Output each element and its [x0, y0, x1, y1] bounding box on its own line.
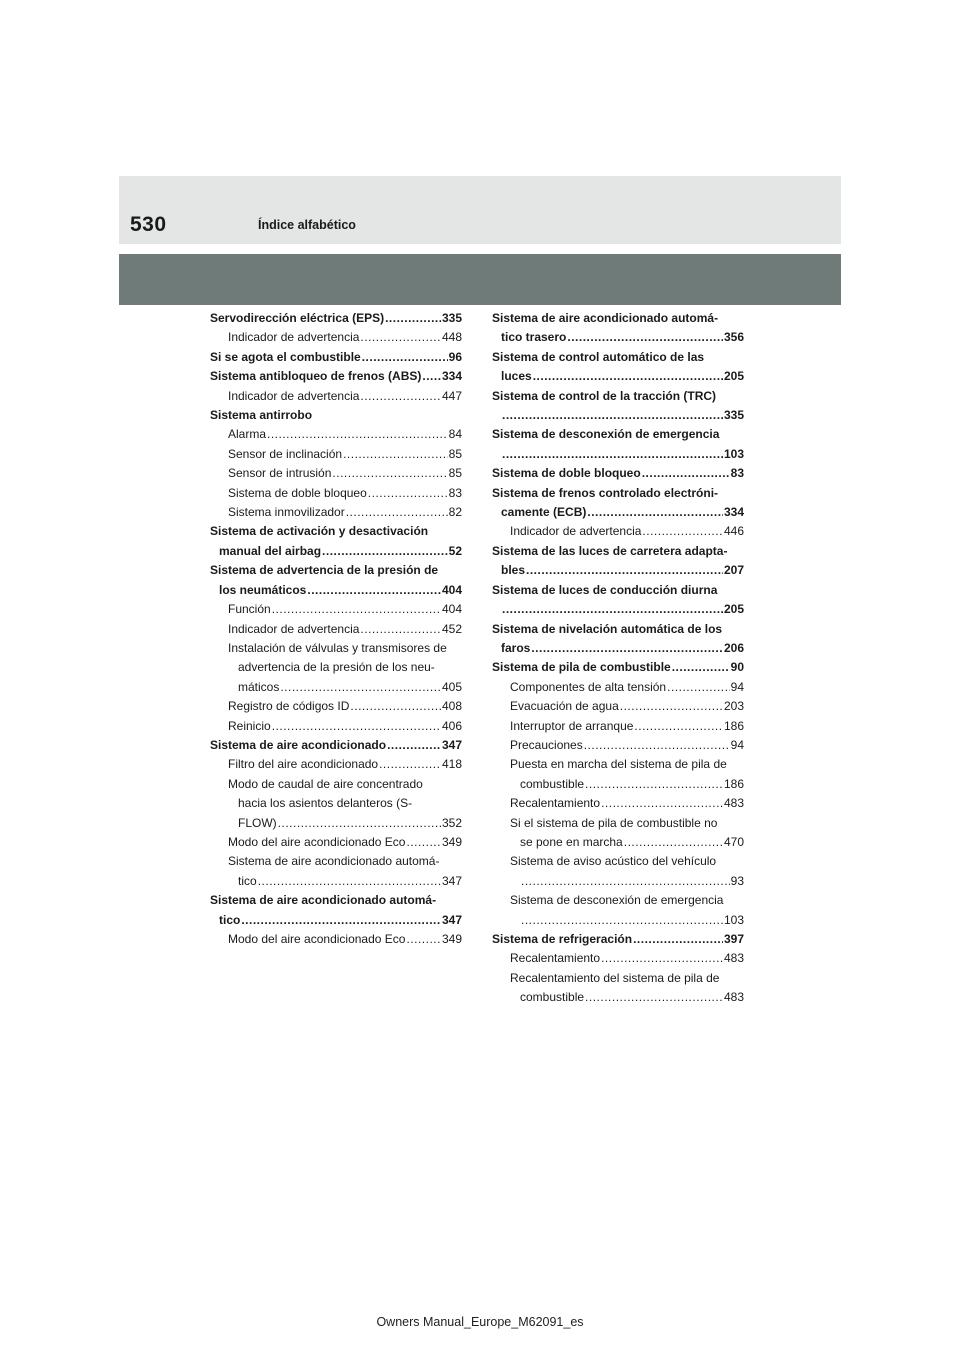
page-reference: 483: [723, 796, 744, 811]
index-entry: [210, 367, 462, 386]
dot-leader: [360, 620, 441, 639]
index-entry: [492, 911, 744, 930]
entry-text: Recalentamiento: [510, 796, 601, 811]
index-entry-line: hacia los asientos delanteros (S-: [238, 796, 413, 811]
dot-leader: [624, 833, 723, 852]
page-number: 530: [130, 213, 167, 236]
index-entry: [210, 309, 462, 328]
page-reference: 82: [448, 505, 462, 520]
dot-leader: [521, 872, 730, 891]
index-entry: [492, 464, 744, 483]
index-entry: [492, 794, 744, 813]
dot-leader: [584, 736, 730, 755]
dot-leader: [387, 736, 441, 755]
index-entry-line: Sistema de aire acondicionado automá-: [492, 311, 719, 325]
dot-leader: [567, 328, 723, 347]
dot-leader: [272, 717, 441, 736]
dot-leader: [634, 717, 723, 736]
dot-leader: [667, 678, 730, 697]
dot-leader: [379, 755, 441, 774]
dot-leader: [601, 949, 723, 968]
index-entry: [210, 581, 462, 600]
dot-leader: [642, 464, 730, 483]
page-reference: 96: [448, 349, 462, 364]
entry-text: Indicador de advertencia: [228, 388, 360, 403]
index-entry-line: Sistema de aviso acústico del vehículo: [510, 854, 717, 869]
page-reference: 446: [723, 524, 744, 539]
entry-text: Reinicio: [228, 718, 271, 733]
page-reference: 83: [448, 485, 462, 500]
index-entry: [210, 484, 462, 503]
dot-leader: [332, 464, 447, 483]
entry-text: Filtro del aire acondicionado: [228, 757, 379, 772]
entry-text: Sistema de aire acondicionado: [210, 737, 387, 752]
index-entry: [210, 425, 462, 444]
footer-text: Owners Manual_Europe_M62091_es: [376, 1315, 584, 1329]
index-entry: [210, 814, 462, 833]
entry-text: Evacuación de agua: [510, 699, 619, 714]
page-reference: 349: [441, 932, 462, 946]
index-entry: [210, 328, 462, 347]
index-entry-line: Puesta en marcha del sistema de pila de: [510, 757, 727, 772]
page-reference: 94: [730, 737, 744, 752]
page-reference: 205: [723, 369, 744, 384]
page-reference: 356: [723, 330, 744, 345]
header-bar: [119, 254, 841, 305]
dot-leader: [642, 522, 723, 541]
dot-leader: [502, 445, 723, 464]
page-reference: 452: [441, 621, 462, 636]
entry-text: se pone en marcha: [520, 834, 623, 849]
index-entry: [210, 678, 462, 697]
dot-leader: [278, 814, 441, 833]
index-entry: [492, 949, 744, 968]
index-entry: [210, 387, 462, 406]
index-entry: [210, 620, 462, 639]
page-reference: 483: [723, 951, 744, 966]
page-reference: 470: [723, 834, 744, 849]
index-entry: [492, 736, 744, 755]
page-reference: 406: [441, 718, 462, 733]
dot-leader: [267, 425, 448, 444]
entry-text: Indicador de advertencia: [228, 621, 360, 636]
index-entry-line: Sistema de las luces de carretera adapta-: [492, 543, 728, 558]
dot-leader: [620, 697, 723, 716]
index-entry: [210, 872, 462, 891]
page-reference: 206: [723, 640, 744, 655]
dot-leader: [587, 503, 723, 522]
entry-text: Sistema de refrigeración: [492, 932, 633, 946]
index-column-right: [492, 309, 744, 1008]
page-reference: 103: [723, 912, 744, 927]
page-reference: 203: [723, 699, 744, 714]
entry-text: tico trasero: [501, 330, 567, 345]
entry-text: los neumáticos: [219, 582, 307, 597]
entry-text: Si se agota el combustible: [210, 349, 361, 364]
section-title: Índice alfabético: [258, 218, 356, 232]
entry-text: manual del airbag: [219, 543, 322, 558]
index-entry-line: Recalentamiento del sistema de pila de: [510, 970, 720, 985]
page-reference: 335: [441, 311, 462, 325]
index-entry: [210, 464, 462, 483]
entry-text: Modo del aire acondicionado Eco: [228, 834, 406, 849]
dot-leader: [422, 367, 441, 386]
index-entry: [492, 697, 744, 716]
entry-text: Registro de códigos ID: [228, 699, 350, 714]
index-entry: [210, 697, 462, 716]
index-entry: [210, 348, 462, 367]
index-entry: [210, 600, 462, 619]
entry-text: Sistema de doble bloqueo: [228, 485, 367, 500]
page-reference: 207: [723, 563, 744, 578]
index-entry-line: Sistema de luces de conducción diurna: [492, 582, 718, 597]
index-entry: [492, 658, 744, 677]
dot-leader: [406, 833, 441, 852]
entry-text: Sistema inmovilizador: [228, 505, 345, 520]
dot-leader: [360, 328, 441, 347]
dot-leader: [241, 911, 441, 930]
index-entry-line: Sistema de frenos controlado electróni-: [492, 485, 719, 500]
dot-leader: [526, 561, 723, 580]
index-entry-line: Sistema de activación y desactivación: [210, 524, 429, 539]
index-entry: [210, 717, 462, 736]
page-reference: 483: [723, 990, 744, 1005]
entry-text: Recalentamiento: [510, 951, 601, 966]
index-entry: [492, 600, 744, 619]
page-reference: 93: [730, 873, 744, 888]
page-header: [119, 176, 841, 244]
index-entry-line: Sistema de aire acondicionado automá-: [228, 854, 440, 869]
dot-leader: [350, 697, 441, 716]
page-reference: 186: [723, 718, 744, 733]
index-entry-line: Sistema de control de la tracción (TRC): [492, 388, 717, 403]
index-entry-line: advertencia de la presión de los neu-: [238, 660, 435, 675]
dot-leader: [360, 387, 441, 406]
index-entry: [492, 678, 744, 697]
dot-leader: [307, 581, 441, 600]
page-reference: 418: [441, 757, 462, 772]
dot-leader: [531, 639, 723, 658]
entry-text: Sistema de doble bloqueo: [492, 466, 641, 481]
index-entry: [210, 445, 462, 464]
index-entry: [210, 833, 462, 852]
dot-leader: [346, 503, 448, 522]
index-entry: [492, 930, 744, 949]
entry-text: Servodirección eléctrica (EPS): [210, 311, 385, 325]
dot-leader: [672, 658, 730, 677]
dot-leader: [406, 930, 441, 949]
page-reference: 405: [441, 679, 462, 694]
index-entry: [492, 775, 744, 794]
dot-leader: [585, 988, 723, 1007]
dot-leader: [585, 775, 723, 794]
page-reference: 84: [448, 427, 462, 442]
dot-leader: [258, 872, 441, 891]
dot-leader: [368, 484, 448, 503]
index-entry: [492, 717, 744, 736]
page-reference: 347: [441, 873, 462, 888]
entry-text: Componentes de alta tensión: [510, 679, 667, 694]
page-reference: 349: [441, 834, 462, 849]
dot-leader: [385, 309, 441, 328]
entry-text: Sensor de intrusión: [228, 466, 332, 481]
index-entry: [492, 367, 744, 386]
index-entry: [492, 988, 744, 1007]
page-reference: 347: [441, 912, 462, 927]
entry-text: combustible: [520, 776, 585, 791]
page-reference: 404: [441, 582, 462, 597]
index-entry-line: Instalación de válvulas y transmisores de: [228, 640, 447, 655]
index-entry-line: Sistema antirrobo: [210, 408, 313, 423]
page-reference: 205: [723, 602, 744, 617]
index-entry-line: Sistema de desconexión de emergencia: [510, 893, 724, 908]
index-entry: [492, 639, 744, 658]
dot-leader: [502, 600, 723, 619]
dot-leader: [521, 911, 723, 930]
entry-text: bles: [501, 563, 526, 578]
entry-text: Sistema antibloqueo de frenos (ABS): [210, 369, 422, 384]
page-reference: 352: [441, 815, 462, 830]
dot-leader: [362, 348, 448, 367]
index-entry-line: Sistema de aire acondicionado automá-: [210, 893, 437, 908]
entry-text: Sensor de inclinación: [228, 446, 343, 461]
index-column-left: [210, 309, 462, 949]
index-entry: [210, 736, 462, 755]
index-entry: [492, 522, 744, 541]
page-reference: 334: [441, 369, 462, 384]
dot-leader: [280, 678, 441, 697]
entry-text: Indicador de advertencia: [510, 524, 642, 539]
index-entry: [492, 872, 744, 891]
index-entry: [492, 833, 744, 852]
index-entry: [210, 542, 462, 561]
index-entry-line: Sistema de advertencia de la presión de: [210, 563, 439, 578]
index-entry: [210, 755, 462, 774]
dot-leader: [533, 367, 723, 386]
page-reference: 404: [441, 602, 462, 617]
page-reference: 90: [730, 660, 744, 675]
page-reference: 186: [723, 776, 744, 791]
page-reference: 334: [723, 505, 744, 520]
page-reference: 448: [441, 330, 462, 345]
page-reference: 335: [723, 408, 744, 423]
entry-text: Precauciones: [510, 737, 583, 752]
entry-text: camente (ECB): [501, 505, 587, 520]
dot-leader: [272, 600, 441, 619]
entry-text: tico: [238, 873, 257, 888]
index-entry-line: Sistema de desconexión de emergencia: [492, 427, 720, 442]
entry-text: Función: [228, 602, 271, 617]
dot-leader: [633, 930, 723, 949]
index-entry: [492, 445, 744, 464]
index-entry: [210, 503, 462, 522]
page-reference: 103: [723, 446, 744, 461]
dot-leader: [343, 445, 448, 464]
entry-text: máticos: [238, 679, 280, 694]
entry-text: faros: [501, 640, 531, 655]
index-entry: [492, 561, 744, 580]
page-reference: 347: [441, 737, 462, 752]
index-entry: [210, 911, 462, 930]
page-reference: 447: [441, 388, 462, 403]
dot-leader: [502, 406, 723, 425]
entry-text: Indicador de advertencia: [228, 330, 360, 345]
page-reference: 85: [448, 446, 462, 461]
index-entry-line: Sistema de nivelación automática de los: [492, 621, 723, 636]
entry-text: Sistema de pila de combustible: [492, 660, 671, 675]
page-reference: 52: [448, 543, 462, 558]
index-entry: [492, 503, 744, 522]
page-reference: 85: [448, 466, 462, 481]
entry-text: Alarma: [228, 427, 267, 442]
entry-text: combustible: [520, 990, 585, 1005]
entry-text: Interruptor de arranque: [510, 718, 634, 733]
index-entry-line: Si el sistema de pila de combustible no: [510, 815, 718, 830]
index-entry-line: Modo de caudal de aire concentrado: [228, 776, 423, 791]
dot-leader: [322, 542, 448, 561]
index-entry: [492, 328, 744, 347]
dot-leader: [601, 794, 723, 813]
entry-text: Modo del aire acondicionado Eco: [228, 932, 406, 946]
index-entry: [210, 930, 462, 949]
page-reference: 397: [723, 932, 744, 946]
entry-text: luces: [501, 369, 532, 384]
index-entry: [492, 406, 744, 425]
index-entry-line: Sistema de control automático de las: [492, 349, 705, 364]
page-reference: 94: [730, 679, 744, 694]
page-reference: 83: [730, 466, 744, 481]
entry-text: FLOW): [238, 815, 277, 830]
page-reference: 408: [441, 699, 462, 714]
entry-text: tico: [219, 912, 241, 927]
